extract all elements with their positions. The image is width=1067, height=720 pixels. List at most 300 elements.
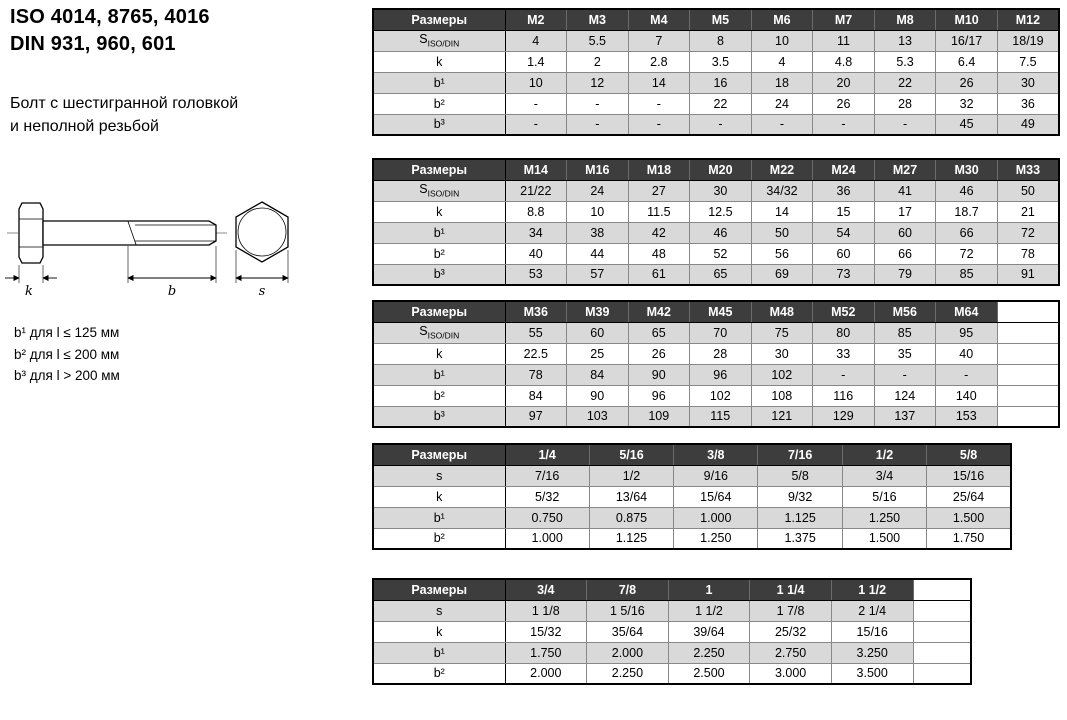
empty-column-cell xyxy=(997,322,1059,343)
value-cell: 21 xyxy=(997,201,1059,222)
value-cell: 1.250 xyxy=(674,528,758,549)
column-header: M6 xyxy=(751,9,813,30)
value-cell: 102 xyxy=(751,364,813,385)
value-cell: - xyxy=(505,93,567,114)
value-cell: 115 xyxy=(690,406,752,427)
value-cell: 22.5 xyxy=(505,343,567,364)
table-row xyxy=(373,663,971,684)
row-label: b² xyxy=(373,93,505,114)
value-cell: 129 xyxy=(813,406,875,427)
value-cell: 0.875 xyxy=(589,507,673,528)
value-cell: 21/22 xyxy=(505,180,567,201)
dim-label-s: s xyxy=(258,284,266,298)
table-row xyxy=(373,385,1059,406)
value-cell: 10 xyxy=(505,72,567,93)
value-cell: 2.000 xyxy=(505,663,587,684)
value-cell: 24 xyxy=(567,180,629,201)
value-cell: 84 xyxy=(567,364,629,385)
value-cell: 26 xyxy=(813,93,875,114)
table-row xyxy=(373,528,1011,549)
value-cell: 5.3 xyxy=(874,51,936,72)
value-cell: 25/32 xyxy=(750,621,832,642)
value-cell: 2.750 xyxy=(750,642,832,663)
value-cell: 4 xyxy=(505,30,567,51)
row-label-subscript: ISO/DIN xyxy=(427,188,460,199)
value-cell: 2.000 xyxy=(587,642,669,663)
empty-column-cell xyxy=(997,343,1059,364)
value-cell: 72 xyxy=(997,222,1059,243)
value-cell: 60 xyxy=(813,243,875,264)
value-cell: 36 xyxy=(813,180,875,201)
value-cell: 10 xyxy=(567,201,629,222)
value-cell: 80 xyxy=(813,322,875,343)
value-cell: 22 xyxy=(874,72,936,93)
table-row xyxy=(373,222,1059,243)
table-row xyxy=(373,343,1059,364)
value-cell: 90 xyxy=(567,385,629,406)
value-cell: 44 xyxy=(567,243,629,264)
table-row xyxy=(373,243,1059,264)
value-cell: - xyxy=(690,114,752,135)
value-cell: 33 xyxy=(813,343,875,364)
value-cell: 46 xyxy=(936,180,998,201)
value-cell: 4 xyxy=(751,51,813,72)
column-header: M2 xyxy=(505,9,567,30)
row-label: b² xyxy=(373,528,505,549)
value-cell: 53 xyxy=(505,264,567,285)
value-cell: 1 7/8 xyxy=(750,600,832,621)
spec-table-m14-m33 xyxy=(372,158,1060,286)
value-cell: 70 xyxy=(690,322,752,343)
table-header-row xyxy=(373,579,971,600)
value-cell: 3.500 xyxy=(831,663,913,684)
bolt-head xyxy=(19,203,43,263)
column-header: M64 xyxy=(936,301,998,322)
bolt-drawing xyxy=(4,184,304,298)
row-label: b³ xyxy=(373,114,505,135)
value-cell: 15/32 xyxy=(505,621,587,642)
row-label: k xyxy=(373,51,505,72)
value-cell: 13 xyxy=(874,30,936,51)
row-label: b¹ xyxy=(373,222,505,243)
value-cell: 46 xyxy=(690,222,752,243)
value-cell: 15/64 xyxy=(674,486,758,507)
value-cell: 50 xyxy=(997,180,1059,201)
column-header: M24 xyxy=(813,159,875,180)
column-header: 7/16 xyxy=(758,444,842,465)
value-cell: - xyxy=(813,114,875,135)
value-cell: 15/16 xyxy=(927,465,1011,486)
table-corner-label: Размеры xyxy=(373,444,505,465)
doc-title xyxy=(10,4,210,58)
subtitle-line-1: Болт с шестигранной головкой xyxy=(10,95,239,112)
table-row xyxy=(373,621,971,642)
value-cell: 5.5 xyxy=(567,30,629,51)
value-cell: 91 xyxy=(997,264,1059,285)
column-header: M10 xyxy=(936,9,998,30)
value-cell: 55 xyxy=(505,322,567,343)
value-cell: 1 1/2 xyxy=(668,600,750,621)
value-cell: 2.8 xyxy=(628,51,690,72)
value-cell: 66 xyxy=(874,243,936,264)
value-cell: 56 xyxy=(751,243,813,264)
value-cell: 10 xyxy=(751,30,813,51)
value-cell: 32 xyxy=(936,93,998,114)
table-row xyxy=(373,72,1059,93)
value-cell: 1.125 xyxy=(758,507,842,528)
value-cell: 7 xyxy=(628,30,690,51)
table-corner-label: Размеры xyxy=(373,579,505,600)
dim-label-k: k xyxy=(25,284,33,298)
row-label: $S_{ISO/DIN}$ xyxy=(373,30,505,51)
row-label: b¹ xyxy=(373,507,505,528)
value-cell: 26 xyxy=(628,343,690,364)
row-label: $S_{ISO/DIN}$ xyxy=(373,180,505,201)
spec-table-inch-large xyxy=(372,578,972,685)
value-cell: 36 xyxy=(997,93,1059,114)
value-cell: 121 xyxy=(751,406,813,427)
table-row xyxy=(373,30,1059,51)
table-row xyxy=(373,465,1011,486)
table-row xyxy=(373,322,1059,343)
value-cell: 85 xyxy=(936,264,998,285)
table-row xyxy=(373,114,1059,135)
column-header: 1 xyxy=(668,579,750,600)
value-cell: 12.5 xyxy=(690,201,752,222)
value-cell: 116 xyxy=(813,385,875,406)
row-label: k xyxy=(373,343,505,364)
row-label: b² xyxy=(373,243,505,264)
title-din: DIN 931, 960, 601 xyxy=(10,33,176,55)
value-cell: 35/64 xyxy=(587,621,669,642)
value-cell: 41 xyxy=(874,180,936,201)
value-cell: 1.375 xyxy=(758,528,842,549)
value-cell: 95 xyxy=(936,322,998,343)
value-cell: 25/64 xyxy=(927,486,1011,507)
table-row xyxy=(373,93,1059,114)
value-cell: 30 xyxy=(690,180,752,201)
value-cell: 79 xyxy=(874,264,936,285)
value-cell: 27 xyxy=(628,180,690,201)
column-header: M33 xyxy=(997,159,1059,180)
column-header: M22 xyxy=(751,159,813,180)
column-header: M39 xyxy=(567,301,629,322)
value-cell: 48 xyxy=(628,243,690,264)
row-label: k xyxy=(373,621,505,642)
value-cell: 17 xyxy=(874,201,936,222)
value-cell: 40 xyxy=(505,243,567,264)
value-cell: 1.750 xyxy=(505,642,587,663)
value-cell: 11 xyxy=(813,30,875,51)
column-header: 5/16 xyxy=(589,444,673,465)
value-cell: - xyxy=(628,93,690,114)
value-cell: 28 xyxy=(874,93,936,114)
column-header: M36 xyxy=(505,301,567,322)
value-cell: 13/64 xyxy=(589,486,673,507)
column-header: 7/8 xyxy=(587,579,669,600)
table-row xyxy=(373,486,1011,507)
value-cell: 11.5 xyxy=(628,201,690,222)
value-cell: - xyxy=(628,114,690,135)
row-label: s xyxy=(373,600,505,621)
column-header: M7 xyxy=(813,9,875,30)
value-cell: 30 xyxy=(997,72,1059,93)
value-cell: 45 xyxy=(936,114,998,135)
value-cell: 69 xyxy=(751,264,813,285)
value-cell: 0.750 xyxy=(505,507,589,528)
value-cell: - xyxy=(567,114,629,135)
value-cell: 1 1/8 xyxy=(505,600,587,621)
row-label-subscript: ISO/DIN xyxy=(427,330,460,341)
value-cell: 60 xyxy=(567,322,629,343)
value-cell: 20 xyxy=(813,72,875,93)
column-header: M14 xyxy=(505,159,567,180)
value-cell: 35 xyxy=(874,343,936,364)
value-cell: 50 xyxy=(751,222,813,243)
empty-column-cell xyxy=(913,663,971,684)
value-cell: 30 xyxy=(751,343,813,364)
value-cell: 72 xyxy=(936,243,998,264)
value-cell: 5/8 xyxy=(758,465,842,486)
value-cell: 14 xyxy=(751,201,813,222)
value-cell: 1 5/16 xyxy=(587,600,669,621)
value-cell: 40 xyxy=(936,343,998,364)
column-header: 1/2 xyxy=(842,444,926,465)
value-cell: 34/32 xyxy=(751,180,813,201)
column-header: 1/4 xyxy=(505,444,589,465)
value-cell: 3.000 xyxy=(750,663,832,684)
value-cell: 18 xyxy=(751,72,813,93)
row-label: $S_{ISO/DIN}$ xyxy=(373,322,505,343)
column-header: M42 xyxy=(628,301,690,322)
value-cell: 1.500 xyxy=(842,528,926,549)
empty-column-cell xyxy=(997,385,1059,406)
value-cell: 7.5 xyxy=(997,51,1059,72)
value-cell: 1.125 xyxy=(589,528,673,549)
value-cell: 97 xyxy=(505,406,567,427)
column-header: M16 xyxy=(567,159,629,180)
column-header: M18 xyxy=(628,159,690,180)
empty-column-cell xyxy=(997,301,1059,322)
value-cell: 22 xyxy=(690,93,752,114)
column-header: M45 xyxy=(690,301,752,322)
value-cell: 6.4 xyxy=(936,51,998,72)
row-label: b¹ xyxy=(373,72,505,93)
value-cell: 90 xyxy=(628,364,690,385)
value-cell: 1.000 xyxy=(505,528,589,549)
value-cell: 14 xyxy=(628,72,690,93)
column-header: M48 xyxy=(751,301,813,322)
value-cell: - xyxy=(751,114,813,135)
value-cell: 34 xyxy=(505,222,567,243)
row-label-subscript: ISO/DIN xyxy=(427,38,460,49)
value-cell: 103 xyxy=(567,406,629,427)
table-corner-label: Размеры xyxy=(373,301,505,322)
column-header: 3/8 xyxy=(674,444,758,465)
table-corner-label: Размеры xyxy=(373,159,505,180)
value-cell: 8.8 xyxy=(505,201,567,222)
value-cell: 2 1/4 xyxy=(831,600,913,621)
empty-column-cell xyxy=(913,621,971,642)
value-cell: 108 xyxy=(751,385,813,406)
empty-column-cell xyxy=(997,406,1059,427)
value-cell: 3.250 xyxy=(831,642,913,663)
value-cell: 5/16 xyxy=(842,486,926,507)
value-cell: 9/16 xyxy=(674,465,758,486)
column-header: 1 1/2 xyxy=(831,579,913,600)
value-cell: 12 xyxy=(567,72,629,93)
spec-table-inch-small xyxy=(372,443,1012,550)
value-cell: 24 xyxy=(751,93,813,114)
doc-subtitle xyxy=(10,92,238,138)
value-cell: 73 xyxy=(813,264,875,285)
value-cell: 54 xyxy=(813,222,875,243)
row-label: b³ xyxy=(373,264,505,285)
value-cell: 2.250 xyxy=(668,642,750,663)
value-cell: 96 xyxy=(628,385,690,406)
empty-column-cell xyxy=(997,364,1059,385)
value-cell: 52 xyxy=(690,243,752,264)
value-cell: 25 xyxy=(567,343,629,364)
value-cell: 57 xyxy=(567,264,629,285)
table-header-row xyxy=(373,301,1059,322)
value-cell: - xyxy=(813,364,875,385)
value-cell: 2 xyxy=(567,51,629,72)
value-cell: 85 xyxy=(874,322,936,343)
value-cell: 66 xyxy=(936,222,998,243)
column-header: M56 xyxy=(874,301,936,322)
row-label: b² xyxy=(373,663,505,684)
value-cell: 15/16 xyxy=(831,621,913,642)
value-cell: 2.250 xyxy=(587,663,669,684)
column-header: M8 xyxy=(874,9,936,30)
table-header-row xyxy=(373,159,1059,180)
value-cell: 1.000 xyxy=(674,507,758,528)
value-cell: - xyxy=(874,364,936,385)
value-cell: 15 xyxy=(813,201,875,222)
table-row xyxy=(373,264,1059,285)
value-cell: 1.500 xyxy=(927,507,1011,528)
value-cell: 65 xyxy=(690,264,752,285)
column-header: M12 xyxy=(997,9,1059,30)
value-cell: 3.5 xyxy=(690,51,752,72)
row-label: b² xyxy=(373,385,505,406)
value-cell: 16/17 xyxy=(936,30,998,51)
footnote-b3: b³ для l > 200 мм xyxy=(14,368,120,383)
value-cell: - xyxy=(505,114,567,135)
footnote-b2: b² для l ≤ 200 мм xyxy=(14,346,120,362)
value-cell: 42 xyxy=(628,222,690,243)
value-cell: 1/2 xyxy=(589,465,673,486)
table-row xyxy=(373,180,1059,201)
table-row xyxy=(373,642,971,663)
value-cell: - xyxy=(936,364,998,385)
value-cell: 102 xyxy=(690,385,752,406)
value-cell: 60 xyxy=(874,222,936,243)
column-header: M4 xyxy=(628,9,690,30)
value-cell: 18/19 xyxy=(997,30,1059,51)
value-cell: 1.750 xyxy=(927,528,1011,549)
value-cell: 61 xyxy=(628,264,690,285)
value-cell: 109 xyxy=(628,406,690,427)
spec-table-m2-m12 xyxy=(372,8,1060,136)
row-label: b¹ xyxy=(373,364,505,385)
column-header: M30 xyxy=(936,159,998,180)
value-cell: 9/32 xyxy=(758,486,842,507)
value-cell: 18.7 xyxy=(936,201,998,222)
table-corner-label: Размеры xyxy=(373,9,505,30)
table-header-row xyxy=(373,444,1011,465)
value-cell: 28 xyxy=(690,343,752,364)
value-cell: 3/4 xyxy=(842,465,926,486)
column-header: M20 xyxy=(690,159,752,180)
title-iso: ISO 4014, 8765, 4016 xyxy=(10,6,210,28)
value-cell: 2.500 xyxy=(668,663,750,684)
spec-table-m36-m64 xyxy=(372,300,1060,428)
value-cell: 39/64 xyxy=(668,621,750,642)
hex-end-view xyxy=(236,202,288,262)
empty-column-cell xyxy=(913,600,971,621)
value-cell: 5/32 xyxy=(505,486,589,507)
value-cell: 8 xyxy=(690,30,752,51)
value-cell: - xyxy=(567,93,629,114)
row-label: b¹ xyxy=(373,642,505,663)
value-cell: 84 xyxy=(505,385,567,406)
table-row xyxy=(373,364,1059,385)
table-row xyxy=(373,406,1059,427)
subtitle-line-2: и неполной резьбой xyxy=(10,118,159,135)
value-cell: 16 xyxy=(690,72,752,93)
value-cell: 153 xyxy=(936,406,998,427)
column-header: 3/4 xyxy=(505,579,587,600)
empty-column-cell xyxy=(913,579,971,600)
table-row xyxy=(373,600,971,621)
footnote-b1: b¹ для l ≤ 125 мм xyxy=(14,325,120,340)
value-cell: 7/16 xyxy=(505,465,589,486)
empty-column-cell xyxy=(913,642,971,663)
value-cell: 140 xyxy=(936,385,998,406)
value-cell: 75 xyxy=(751,322,813,343)
table-header-row xyxy=(373,9,1059,30)
row-label: s xyxy=(373,465,505,486)
row-label: k xyxy=(373,201,505,222)
row-label: k xyxy=(373,486,505,507)
column-header: M52 xyxy=(813,301,875,322)
value-cell: 78 xyxy=(505,364,567,385)
column-header: M5 xyxy=(690,9,752,30)
table-row xyxy=(373,507,1011,528)
value-cell: 137 xyxy=(874,406,936,427)
table-row xyxy=(373,51,1059,72)
value-cell: 26 xyxy=(936,72,998,93)
column-header: 1 1/4 xyxy=(750,579,832,600)
footnotes xyxy=(14,322,120,387)
table-row xyxy=(373,201,1059,222)
value-cell: 4.8 xyxy=(813,51,875,72)
value-cell: 78 xyxy=(997,243,1059,264)
value-cell: - xyxy=(874,114,936,135)
value-cell: 65 xyxy=(628,322,690,343)
value-cell: 1.4 xyxy=(505,51,567,72)
dim-label-b: b xyxy=(167,284,177,298)
column-header: 5/8 xyxy=(927,444,1011,465)
value-cell: 124 xyxy=(874,385,936,406)
value-cell: 1.250 xyxy=(842,507,926,528)
value-cell: 49 xyxy=(997,114,1059,135)
column-header: M27 xyxy=(874,159,936,180)
value-cell: 96 xyxy=(690,364,752,385)
row-label: b³ xyxy=(373,406,505,427)
